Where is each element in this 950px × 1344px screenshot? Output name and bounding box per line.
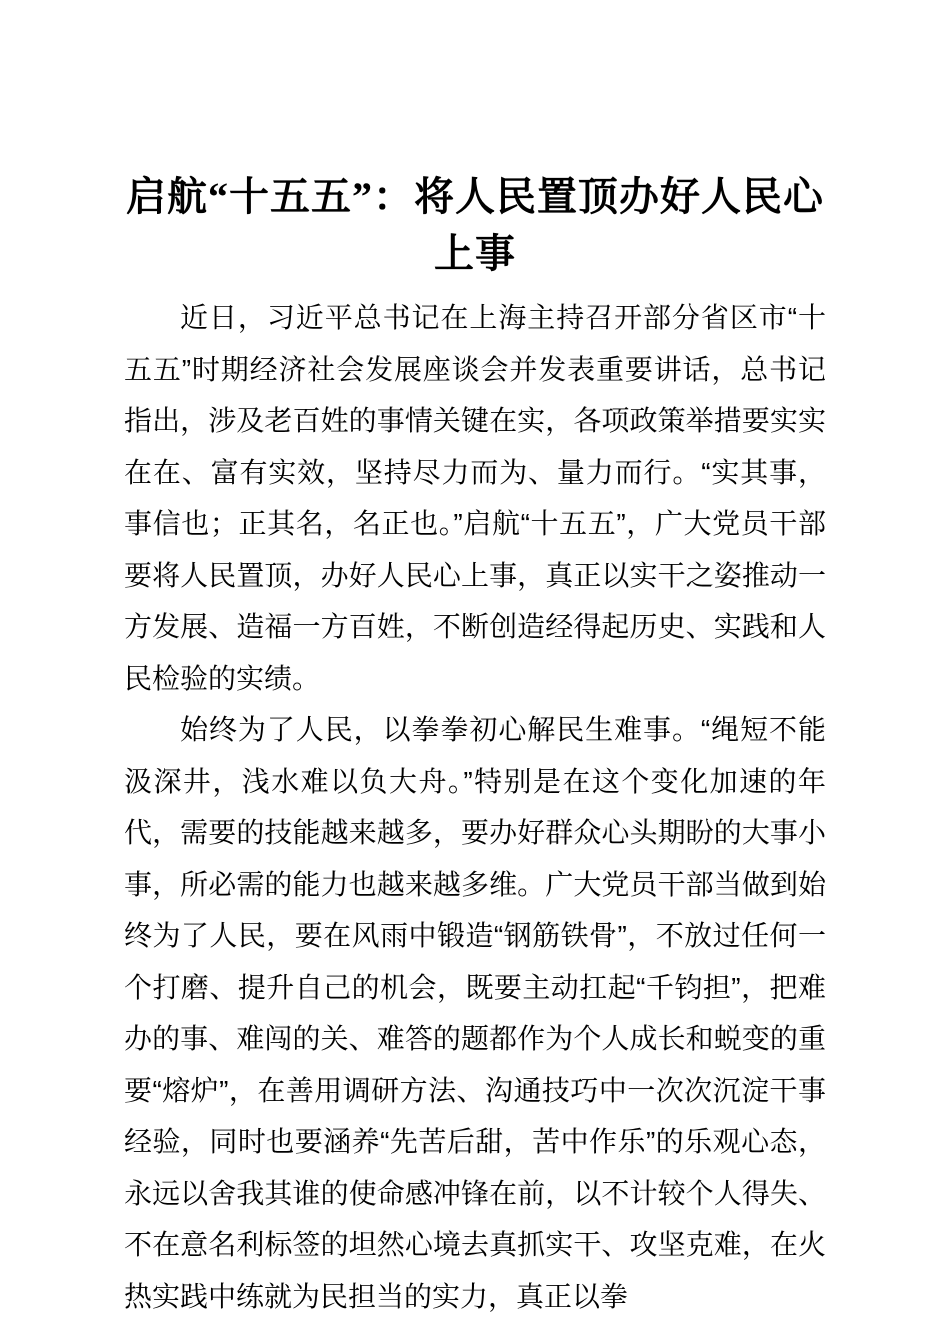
document-title: 启航“十五五”：将人民置顶办好人民心上事 xyxy=(126,174,824,276)
paragraph-2: 始终为了人民，以拳拳初心解民生难事。“绳短不能汲深井，浅水难以负大舟。”特别是在这个变化加速的年代，需要的技能越来越多，要办好群众心头期盼的大事小事，所必需的能力也越来越多维。广大党员干部当做到始终为了人民，要在风雨中锻造“钢筋铁骨”，不放过任何一个打磨、提升自己的机会，既要主动扛起“千钧担”，把难办的事、难闯的关、难答的题都作为个人成长和蜕变的重要“熔炉”，在善用调研方法、沟通技巧中一次次沉淀干事经验，同时也要涵养“先苦后甜，苦中作乐”的乐观心态，永远以舍我其谁的使命感冲锋在前，以不计较个人得失、不在意名利标签的坦然心境去真抓实干、攻坚克难，在火热实践中练就为民担当的实力，真正以拳 xyxy=(124,714,826,1312)
paragraph-1: 近日，习近平总书记在上海主持召开部分省区市“十五五”时期经济社会发展座谈会并发表重要讲话，总书记指出，涉及老百姓的事情关键在实，各项政策举措要实实在在、富有实效，坚持尽力而为、量力而行。“实其事，事信也；正其名，名正也。”启航“十五五”，广大党员干部要将人民置顶，办好人民心上事，真正以实干之姿推动一方发展、造福一方百姓，不断创造经得起历史、实践和人民检验的实绩。 xyxy=(124,302,826,694)
